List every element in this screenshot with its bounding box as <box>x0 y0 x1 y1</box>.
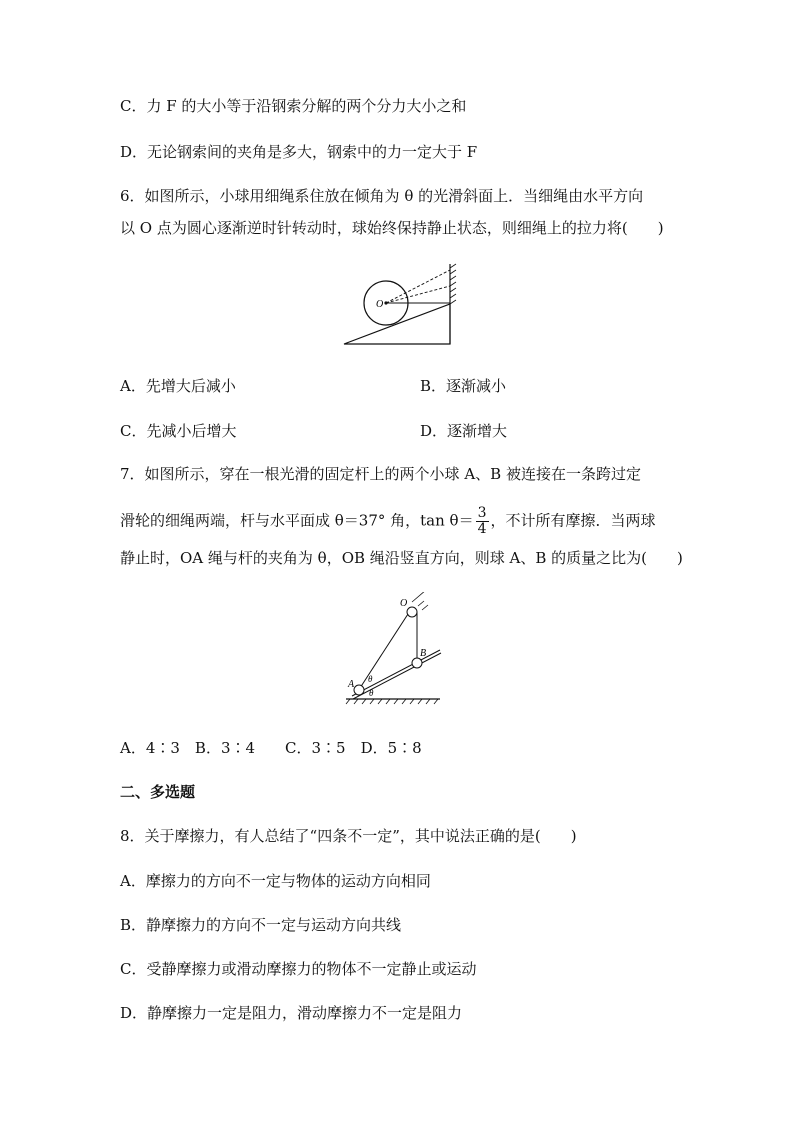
q7-stem-line3: 静止时，OA 绳与杆的夹角为 θ，OB 绳沿竖直方向，则球 A、B 的质量之比为( ) <box>120 549 683 567</box>
q8-option-a: A．摩擦力的方向不一定与物体的运动方向相同 <box>120 872 431 890</box>
ball-a <box>354 685 364 695</box>
q5-option-c: C．力 F 的大小等于沿钢索分解的两个分力大小之和 <box>120 97 467 115</box>
q7-stem-line2 <box>120 506 656 537</box>
section-title-multiple-choice: 二、多选题 <box>120 783 196 801</box>
label-a: A <box>348 679 355 690</box>
rod-line-upper <box>352 650 440 696</box>
q6-figure-incline-ball <box>340 260 460 350</box>
ground-hatching <box>346 699 438 704</box>
rod-line-lower <box>353 653 441 699</box>
q6-option-c: C．先减小后增大 <box>120 422 237 440</box>
q5-option-d: D．无论钢索间的夹角是多大，钢索中的力一定大于 F <box>120 143 478 161</box>
q6-option-a: A．先增大后减小 <box>120 377 236 395</box>
pulley-circle <box>407 607 417 617</box>
q6-stem-line2: 以 O 点为圆心逐渐逆时针转动时，球始终保持静止状态，则细绳上的拉力将( ) <box>120 219 664 237</box>
q6-option-d: D．逐渐增大 <box>420 422 508 440</box>
q7-stem-line1: 7．如图所示，穿在一根光滑的固定杆上的两个小球 A、B 被连接在一条跨过定 <box>120 465 641 483</box>
label-theta-upper: θ <box>368 674 373 684</box>
label-theta-lower: θ <box>369 688 374 698</box>
label-o: O <box>376 299 384 310</box>
wall-hatching <box>450 264 456 304</box>
q8-option-b: B．静摩擦力的方向不一定与运动方向共线 <box>120 916 402 934</box>
q7-options: A．4∶3 B．3∶4 C．3∶5 D．5∶8 <box>120 739 422 757</box>
label-b: B <box>420 648 427 659</box>
label-o: O <box>400 598 408 609</box>
q6-option-b: B．逐渐减小 <box>420 377 507 395</box>
q8-stem: 8．关于摩擦力，有人总结了“四条不一定”，其中说法正确的是( ) <box>120 827 577 845</box>
fraction-numerator: 3 <box>477 505 487 521</box>
ball-b <box>412 658 422 668</box>
fraction-denominator: 4 <box>477 521 487 537</box>
fraction-three-quarters <box>476 506 489 537</box>
q7-stem-line2-part2: ，不计所有摩擦．当两球 <box>490 511 656 530</box>
q8-option-d: D．静摩擦力一定是阻力，滑动摩擦力不一定是阻力 <box>120 1004 463 1022</box>
q8-option-c: C．受静摩擦力或滑动摩擦力的物体不一定静止或运动 <box>120 960 477 978</box>
q7-stem-line2-part1: 滑轮的细绳两端，杆与水平面成 θ＝37° 角，tan θ＝ <box>120 511 474 530</box>
q7-figure-rod-pulley <box>340 592 450 707</box>
q6-stem-line1: 6．如图所示，小球用细绳系住放在倾角为 θ 的光滑斜面上．当细绳由水平方向 <box>120 187 644 205</box>
